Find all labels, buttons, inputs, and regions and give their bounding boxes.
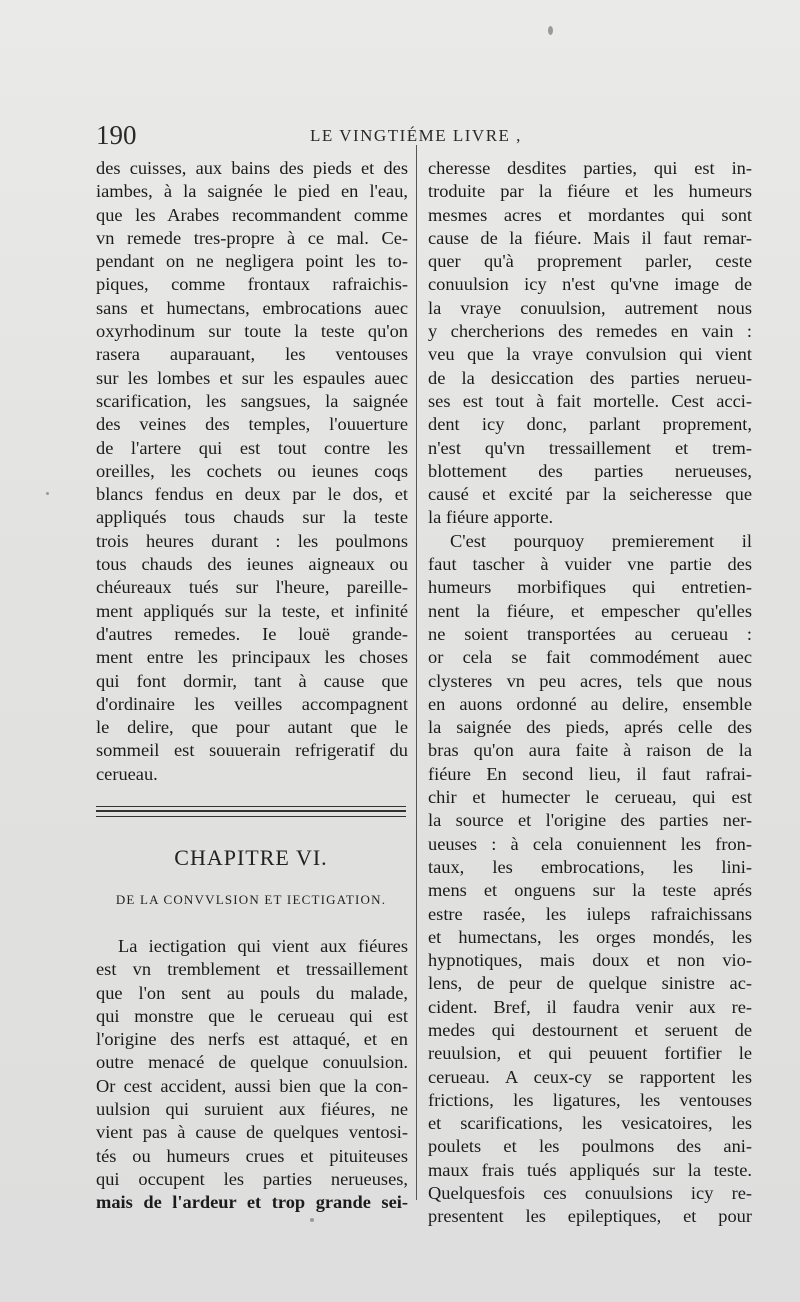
text-line: mais de l'ardeur et trop grande sei- — [96, 1192, 408, 1213]
text-line: humeurs morbifiques qui entretien- — [428, 577, 752, 598]
text-line: des veines des temples, l'ouuerture — [96, 414, 408, 435]
text-line: ses est tout à fait mortelle. Cest acci- — [428, 390, 752, 411]
text-line: poulets et les poulmons des ani- — [428, 1136, 752, 1157]
chapter-subtitle: DE LA CONVVLSION ET IECTIGATION. — [115, 892, 387, 907]
text-line: cause de la fiéure. Mais il faut remar- — [428, 227, 752, 248]
text-line: piques, comme frontaux rafraichis- — [96, 274, 408, 295]
text-line: sur les lombes et sur les espaules auec — [96, 367, 408, 388]
text-line: des cuisses, aux bains des pieds et des — [96, 158, 408, 178]
text-line: oxyrhodinum sur toute la teste qu'on — [96, 321, 408, 342]
text-line: sans et humectans, embrocations auec — [96, 297, 408, 318]
text-line: la source et l'origine des parties ner- — [428, 810, 752, 831]
text-line: Or cest accident, aussi bien que la con- — [96, 1075, 408, 1096]
text-line: bras qu'on aura faite à raison de la — [428, 740, 752, 761]
text-line: en auons ordonné au delire, ensemble — [428, 693, 752, 714]
rule-line — [96, 816, 406, 817]
text-line: que l'on sent au pouls du malade, — [96, 982, 408, 1003]
text-line: lens, de peur de quelque sinistre ac- — [428, 973, 752, 994]
text-line: cerueau. A ceux-cy se rapportent les — [428, 1066, 752, 1087]
text-line: et scarifications, les vesicatoires, les — [428, 1113, 752, 1134]
text-line: La iectigation qui vient aux fiéures — [118, 936, 408, 956]
text-line: quer qu'à proprement parler, ceste — [428, 251, 752, 272]
rule-line — [96, 810, 406, 812]
text-line: uulsion qui suruient aux fiéures, ne — [96, 1099, 408, 1120]
text-line: rasera auparauant, les ventouses — [96, 344, 408, 365]
text-line: Quelquesfois ces conuulsions icy re- — [428, 1183, 752, 1204]
text-line: medes qui destournent et seruent de — [428, 1019, 752, 1040]
text-line: troduite par la fiéure et les humeurs — [428, 181, 752, 202]
text-line: iambes, à la saignée le pied en l'eau, — [96, 181, 408, 202]
rule-line — [96, 806, 406, 807]
text-line: d'autres remedes. Ie louë grande- — [96, 623, 408, 644]
running-head: LE VINGTIÉME LIVRE , — [310, 126, 522, 145]
text-line: outre menacé de quelque conuulsion. — [96, 1052, 408, 1073]
chapter-ornament-rule — [96, 806, 406, 818]
text-line: le delire, que pour autant que le — [96, 717, 408, 738]
text-line: causé et excité par la seicheresse que — [428, 484, 752, 505]
text-line: hypnotiques, mais doux et non vio- — [428, 950, 752, 971]
text-line: oreilles, les cochets ou ieunes coqs — [96, 460, 408, 481]
left-column-top — [96, 157, 408, 786]
paper-speck — [310, 1218, 314, 1222]
left-column-bottom — [96, 935, 408, 1215]
paper-speck — [46, 492, 49, 495]
text-line: ueuses : à cela conuiennent les fron- — [428, 833, 752, 854]
text-line: ment entre les principaux les choses — [96, 647, 408, 668]
text-line: chéureaux tués sur l'heure, pareille- — [96, 577, 408, 598]
text-line: qui monstre que le cerueau qui est — [96, 1005, 408, 1026]
text-line: blancs fendus en deux par le dos, et — [96, 484, 408, 505]
text-line: qui font dormir, tant à cause que — [96, 670, 408, 691]
text-line: cheresse desdites parties, qui est in- — [428, 158, 752, 178]
text-line: trois heures durant : les poulmons — [96, 530, 408, 551]
text-line: d'ordinaire les veilles accompagnent — [96, 693, 408, 714]
text-line: faut tascher à vuider vne partie des — [428, 554, 752, 575]
text-line: la saignée des pieds, aprés celle des — [428, 717, 752, 738]
text-line: la vraye conuulsion, autrement nous — [428, 297, 752, 318]
text-line: blottement des parties nerueuses, — [428, 460, 752, 481]
text-line: pendant on ne negligera point les to- — [96, 251, 408, 272]
column-divider — [416, 145, 417, 1200]
text-line: sommeil est souuerain refrigeratif du — [96, 740, 408, 761]
text-line: scarification, les sangsues, la saignée — [96, 390, 408, 411]
text-line: n'est qu'vn tressaillement et trem- — [428, 437, 752, 458]
text-line: fiéure En second lieu, il faut rafrai- — [428, 763, 752, 784]
text-line: de la desiccation des parties nerueu- — [428, 367, 752, 388]
text-line: l'origine des nerfs est attaqué, et en — [96, 1029, 408, 1050]
text-line: presentent les epileptiques, et pour — [428, 1206, 752, 1227]
text-line: estre rasée, les iuleps rafraichissans — [428, 903, 752, 924]
text-line: qui occupent les parties nerueuses, — [96, 1168, 408, 1189]
text-line: chir et humecter le cerueau, qui est — [428, 787, 752, 808]
text-line: C'est pourquoy premierement il — [450, 530, 752, 551]
text-line: appliqués tous chauds sur la teste — [96, 507, 408, 528]
text-line: y chercherions des remedes en vain : — [428, 321, 752, 342]
text-line: la fiéure apporte. — [428, 507, 554, 528]
text-line: vn remede tres-propre à ce mal. Ce- — [96, 227, 408, 248]
text-line: conuulsion icy n'est qu'vne image de — [428, 274, 752, 295]
text-line: ment appliqués sur la teste, et infinité — [96, 600, 408, 621]
page-number: 190 — [96, 120, 137, 150]
text-line: or cela se fait commodément auec — [428, 647, 752, 668]
text-line: mesmes acres et mordantes qui sont — [428, 204, 752, 225]
right-column — [428, 157, 752, 1229]
text-line: de l'artere qui est tout contre les — [96, 437, 408, 458]
text-line: taux, les embrocations, les lini- — [428, 856, 752, 877]
text-line: reuulsion, et qui peuuent fortifier le — [428, 1043, 752, 1064]
text-line: veu que la vraye convulsion qui vient — [428, 344, 752, 365]
text-line: nent la fiéure, et empescher qu'elles — [428, 600, 752, 621]
text-line: vient pas à cause de quelques ventosi- — [96, 1122, 408, 1143]
text-line: mens et onguens sur la teste aprés — [428, 880, 752, 901]
text-line: dent icy donc, parlant proprement, — [428, 414, 752, 435]
text-line: cerueau. — [96, 763, 158, 784]
text-line: frictions, les ligatures, les ventouses — [428, 1089, 752, 1110]
text-line: tous chauds des ieunes aigneaux ou — [96, 554, 408, 575]
chapter-title: CHAPITRE VI. — [174, 845, 328, 870]
text-line: tés ou humeurs crues et pituiteuses — [96, 1145, 408, 1166]
text-line: est vn tremblement et tressaillement — [96, 959, 408, 980]
page-header — [96, 120, 786, 156]
text-line: ne soient transportées au cerueau : — [428, 623, 752, 644]
text-line: cident. Bref, il faudra venir aux re- — [428, 996, 752, 1017]
paper-speck — [548, 26, 553, 35]
text-line: clysteres vn peu acres, tels que nous — [428, 670, 752, 691]
text-line: maux frais tués appliqués sur la teste. — [428, 1159, 752, 1180]
text-line: et humectans, les orges mondés, les — [428, 926, 752, 947]
text-line: que les Arabes recommandent comme — [96, 204, 408, 225]
